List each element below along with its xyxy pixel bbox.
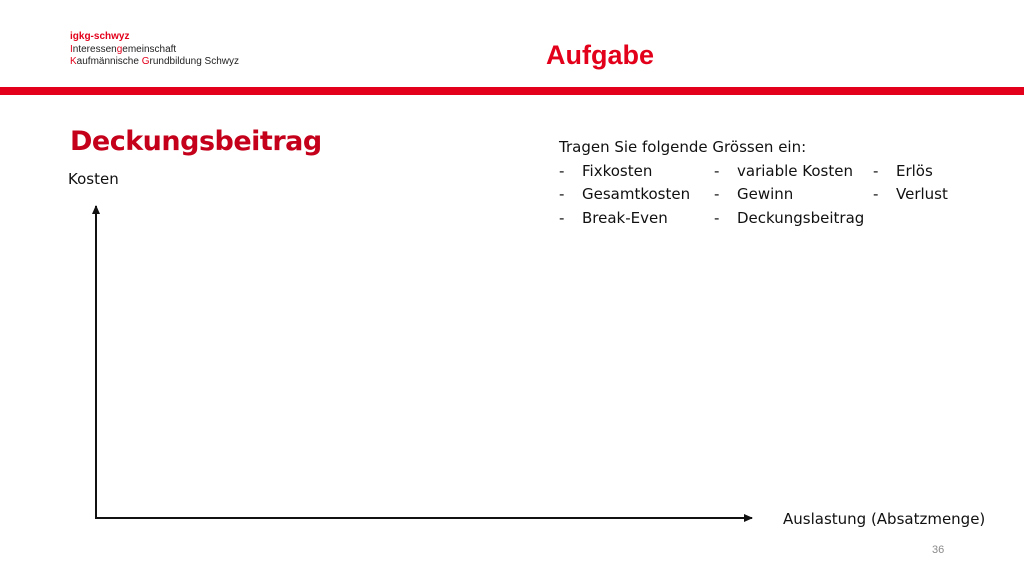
term-gesamtkosten: Gesamtkosten <box>582 185 691 203</box>
list-bullet: - <box>714 208 720 227</box>
slide-title: Aufgabe <box>546 40 654 70</box>
task-terms-table <box>559 160 948 231</box>
task-instructions <box>559 136 948 230</box>
term-variable-kosten: variable Kosten <box>737 161 853 180</box>
task-intro: Tragen Sie folgende Grössen ein: <box>559 138 807 156</box>
task-row <box>559 207 948 231</box>
org-line-interessengemeinschaft: Interessengemeinschaft <box>70 43 177 55</box>
task-row <box>559 183 948 207</box>
x-axis-label: Auslastung (Absatzmenge) <box>783 510 986 528</box>
list-bullet: - <box>714 161 720 180</box>
term-break-even: Break-Even <box>582 208 668 227</box>
term-gewinn: Gewinn <box>737 185 794 203</box>
term-deckungsbeitrag: Deckungsbeitrag <box>737 208 865 227</box>
term-erloes: Erlös <box>896 161 933 180</box>
list-bullet: - <box>873 161 879 180</box>
org-line-kaufmaennische-grundbildung: Kaufmännische Grundbildung Schwyz <box>70 56 239 67</box>
section-title: Deckungsbeitrag <box>70 126 322 157</box>
empty-cell <box>873 207 896 231</box>
y-axis-label: Kosten <box>68 170 119 188</box>
page-number: 36 <box>932 544 945 556</box>
org-name: igkg-schwyz <box>70 31 130 42</box>
list-bullet: - <box>714 185 720 203</box>
empty-cell <box>896 207 948 231</box>
term-verlust: Verlust <box>896 185 948 203</box>
task-row <box>559 160 948 184</box>
list-bullet: - <box>559 185 565 203</box>
term-fixkosten: Fixkosten <box>582 161 653 180</box>
list-bullet: - <box>559 208 565 227</box>
list-bullet: - <box>559 161 565 180</box>
list-bullet: - <box>873 185 879 203</box>
